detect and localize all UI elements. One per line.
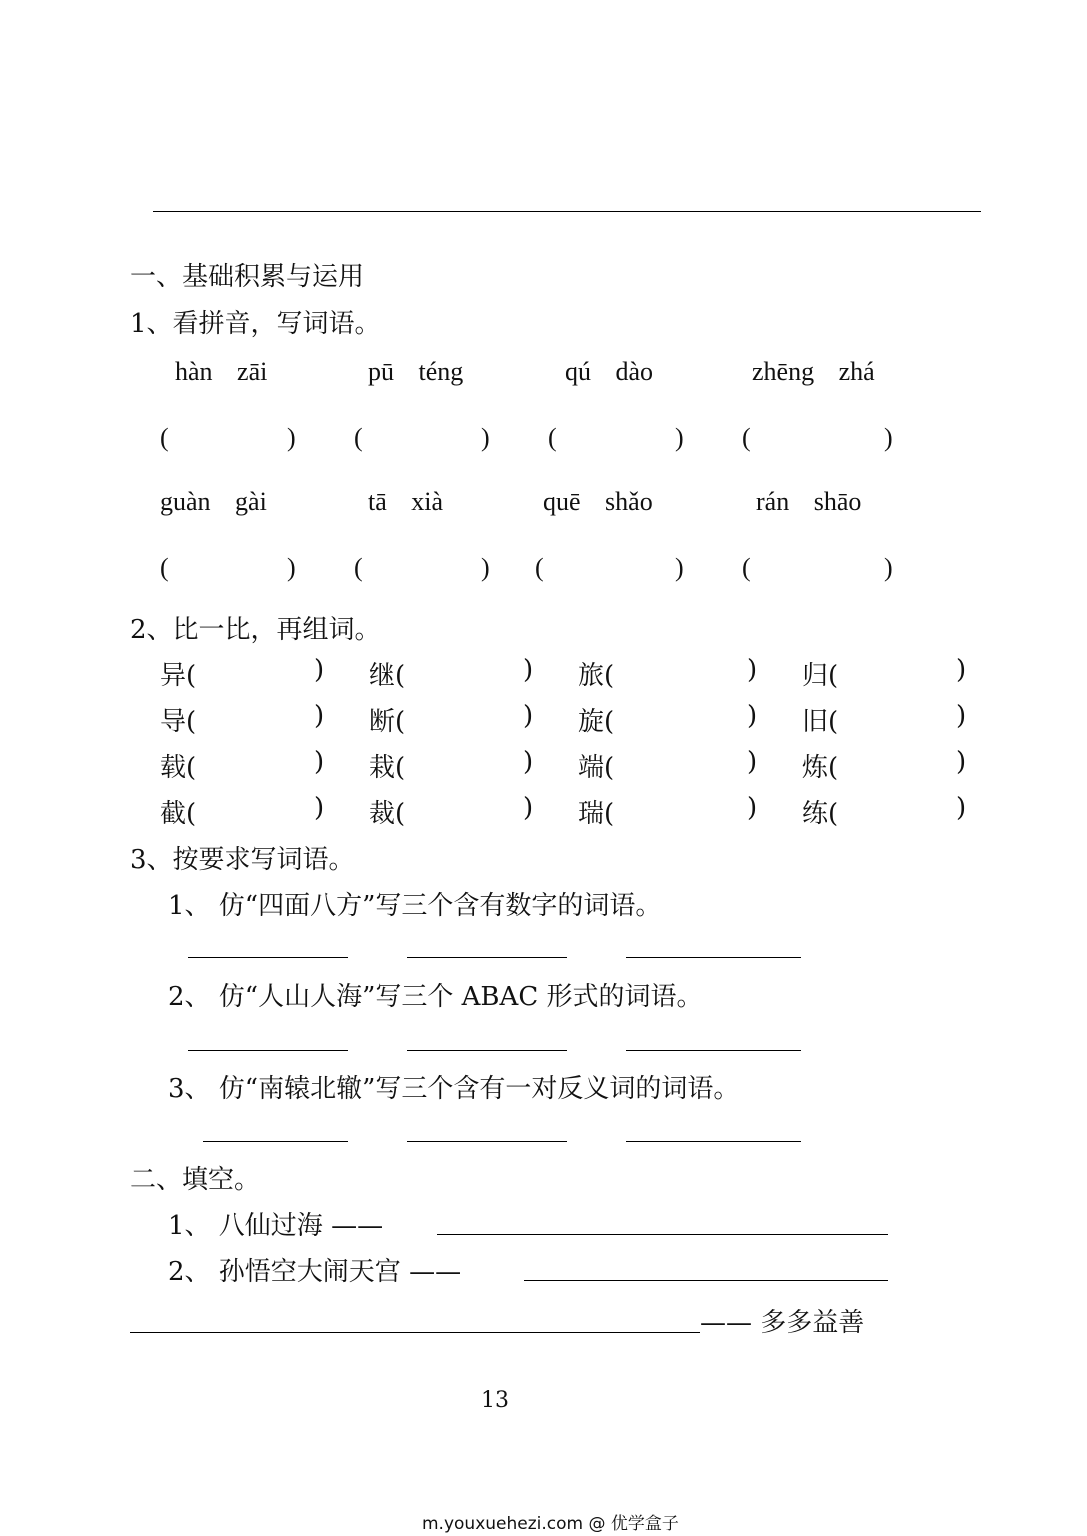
compare-char: 瑞( [578,799,615,829]
answer-line [188,1050,348,1051]
answer-paren-close: ) [481,553,490,582]
compare-close: ) [747,701,758,731]
q3-item-2: 2、 仿“人山人海”写三个 ABAC 形式的词语。 [168,982,703,1012]
answer-paren-close: ) [287,423,296,452]
answer-paren-open: ( [354,423,363,452]
section-2-title: 二、填空。 [130,1165,261,1195]
pinyin-1-3: qú dào [565,357,654,386]
compare-close: ) [314,747,325,777]
compare-close: ) [523,793,534,823]
compare-close: ) [747,655,758,685]
compare-char: 练( [802,799,839,829]
fill-item-2: 2、 孙悟空大闹天宫 —— [168,1257,462,1287]
q3-title: 3、按要求写词语。 [130,845,355,875]
answer-paren-open: ( [535,553,544,582]
answer-paren-close: ) [287,553,296,582]
compare-char: 炼( [802,753,839,783]
compare-close: ) [314,701,325,731]
answer-paren-close: ) [481,423,490,452]
header-rule [153,211,981,212]
compare-char: 断( [369,707,406,737]
compare-close: ) [314,793,325,823]
section-1-title: 一、基础积累与运用 [130,262,365,292]
compare-close: ) [523,747,534,777]
compare-close: ) [314,655,325,685]
fill-item-3-suffix: —— 多多益善 [700,1308,865,1338]
compare-close: ) [523,701,534,731]
answer-paren-open: ( [160,423,169,452]
answer-paren-open: ( [160,553,169,582]
answer-line [626,1141,801,1142]
answer-paren-close: ) [884,553,893,582]
compare-char: 栽( [369,753,406,783]
answer-line [524,1280,888,1281]
compare-char: 旅( [578,661,615,691]
pinyin-1-4: zhēng zhá [752,357,875,386]
compare-close: ) [747,793,758,823]
answer-paren-open: ( [742,423,751,452]
pinyin-2-3: quē shǎo [543,487,653,516]
answer-line [407,1141,567,1142]
compare-char: 旋( [578,707,615,737]
q3-item-1: 1、 仿“四面八方”写三个含有数字的词语。 [168,891,662,921]
answer-paren-open: ( [742,553,751,582]
compare-close: ) [747,747,758,777]
fill-item-1: 1、 八仙过海 —— [168,1211,384,1241]
answer-line [203,1141,348,1142]
answer-line [130,1332,700,1333]
compare-close: ) [956,655,967,685]
answer-line [407,1050,567,1051]
answer-line [626,1050,801,1051]
compare-close: ) [956,747,967,777]
answer-line [188,957,348,958]
q2-title: 2、比一比，再组词。 [130,615,381,645]
compare-char: 裁( [369,799,406,829]
compare-char: 截( [160,799,197,829]
pinyin-1-2: pū téng [368,357,464,386]
answer-paren-close: ) [675,553,684,582]
footer-watermark: m.youxuehezi.com @ 优学盒子 [422,1514,679,1534]
compare-char: 继( [369,661,406,691]
compare-char: 端( [578,753,615,783]
pinyin-2-1: guàn gài [160,487,267,516]
pinyin-2-2: tā xià [368,487,444,516]
compare-close: ) [523,655,534,685]
pinyin-1-1: hàn zāi [175,357,268,386]
compare-char: 旧( [802,707,839,737]
compare-char: 异( [160,661,197,691]
answer-line [437,1234,888,1235]
compare-char: 导( [160,707,197,737]
q3-item-3: 3、 仿“南辕北辙”写三个含有一对反义词的词语。 [168,1074,740,1104]
compare-close: ) [956,701,967,731]
answer-line [626,957,801,958]
pinyin-2-4: rán shāo [756,487,862,516]
compare-char: 归( [802,661,839,691]
answer-paren-open: ( [548,423,557,452]
page-number: 13 [481,1388,509,1413]
answer-paren-close: ) [675,423,684,452]
answer-paren-close: ) [884,423,893,452]
answer-paren-open: ( [354,553,363,582]
answer-line [407,957,567,958]
compare-char: 载( [160,753,197,783]
compare-close: ) [956,793,967,823]
q1-title: 1、看拼音，写词语。 [130,309,381,339]
